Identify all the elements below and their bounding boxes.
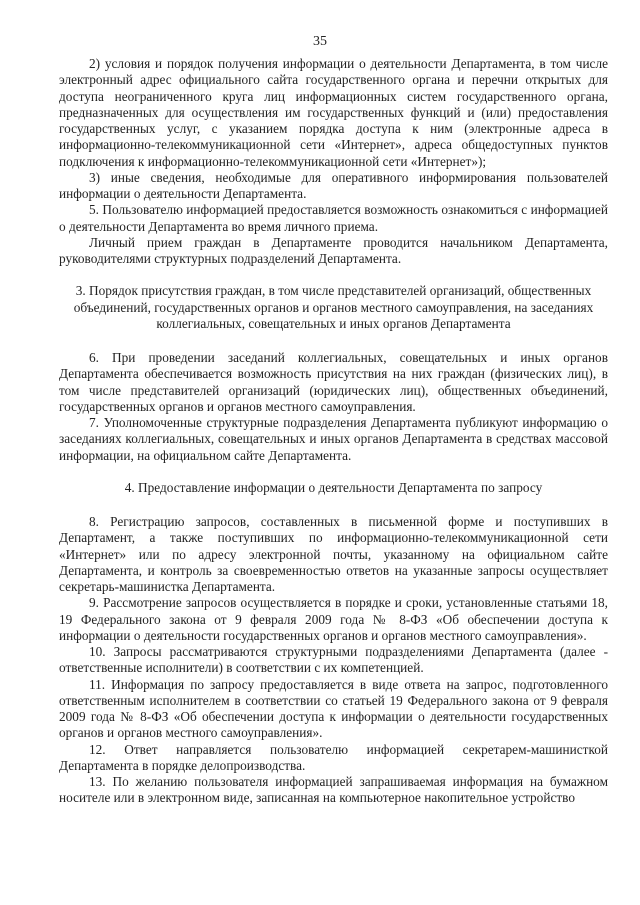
paragraph-other-info: 3) иные сведения, необходимые для оперативного информирования пользователей информации о деятельности Департамента. xyxy=(59,169,608,201)
paragraph-10: 10. Запросы рассматриваются структурными подразделениями Департамента (далее - ответственные исполнители) в соответствии с их компетенцией. xyxy=(59,644,608,676)
page-number: 35 xyxy=(313,34,327,49)
paragraph-12: 12. Ответ направляется пользователю информацией секретарем-машинисткой Департамента в порядке делопроизводства. xyxy=(59,741,608,773)
paragraph-conditions: 2) условия и порядок получения информации о деятельности Департамента, в том числе электронный адрес официального сайта государственного органа и перечни открытых для доступа неограниченного круга лиц информационных систем государственного органа, предназначенных для осуществления им государственных функций и (или) предоставления государственных услуг, с указанием порядка доступа к ним (электронные адреса в информационно-телекоммуникационной сети «Интернет», адреса общедоступных пунктов подключения к информационно-телекоммуникационной сети «Интернет»); xyxy=(59,56,608,169)
paragraph-personal-reception: Личный прием граждан в Департаменте проводится начальником Департамента, руководителями структурных подразделений Департамента. xyxy=(59,234,608,266)
paragraph-8: 8. Регистрацию запросов, составленных в письменной форме и поступивших в Департамент, а также поступивших по информационно-телекоммуникационной сети «Интернет» или по адресу электронной почты, указанному на официальном сайте Департамента, и контроль за своевременностью ответов на указанные запросы осуществляет секретарь-машинистка Департамента. xyxy=(59,514,608,594)
paragraph-13: 13. По желанию пользователя информацией запрашиваемая информация на бумажном носителе или в электронном виде, записанная на компьютерное накопительное устройство xyxy=(59,774,608,806)
section-heading-4: 4. Предоставление информации о деятельности Департамента по запросу xyxy=(124,479,543,495)
paragraph-7: 7. Уполномоченные структурные подразделения Департамента публикуют информацию о заседаниях коллегиальных, совещательных и иных органов Департамента в средствах массовой информации, на официальном сайте Департамента. xyxy=(59,415,608,463)
paragraph-6: 6. При проведении заседаний коллегиальных, совещательных и иных органов Департамента обеспечивается возможность присутствия на них граждан (физических лиц), в том числе представителей организаций (юридических лиц), общественных объединений, государственных органов и органов местного самоуправления. xyxy=(59,350,608,414)
paragraph-11: 11. Информация по запросу предоставляется в виде ответа на запрос, подготовленного ответственным исполнителем в соответствии со статьей 19 Федерального закона от 9 февраля 2009 года № 8-ФЗ «Об обеспечении доступа к информации о деятельности государственных органов и органов местного самоуправления». xyxy=(59,676,608,741)
document-body xyxy=(59,56,608,807)
paragraph-5: 5. Пользователю информацией предоставляется возможность ознакомиться с информацией о деятельности Департамента во время личного приема. xyxy=(59,202,608,234)
paragraph-9: 9. Рассмотрение запросов осуществляется в порядке и сроки, установленные статьями 18, 19 Федерального закона от 9 февраля 2009 года № 8-ФЗ «Об обеспечении доступа к информации о деятельности государственных органов и органов местного самоуправления». xyxy=(59,595,608,643)
section-heading-3: 3. Порядок присутствия граждан, в том числе представителей организаций, общественных объединений, государственных органов и органов местного самоуправления, на заседаниях коллегиальных, совещательных и иных органов Департамента xyxy=(73,283,594,331)
